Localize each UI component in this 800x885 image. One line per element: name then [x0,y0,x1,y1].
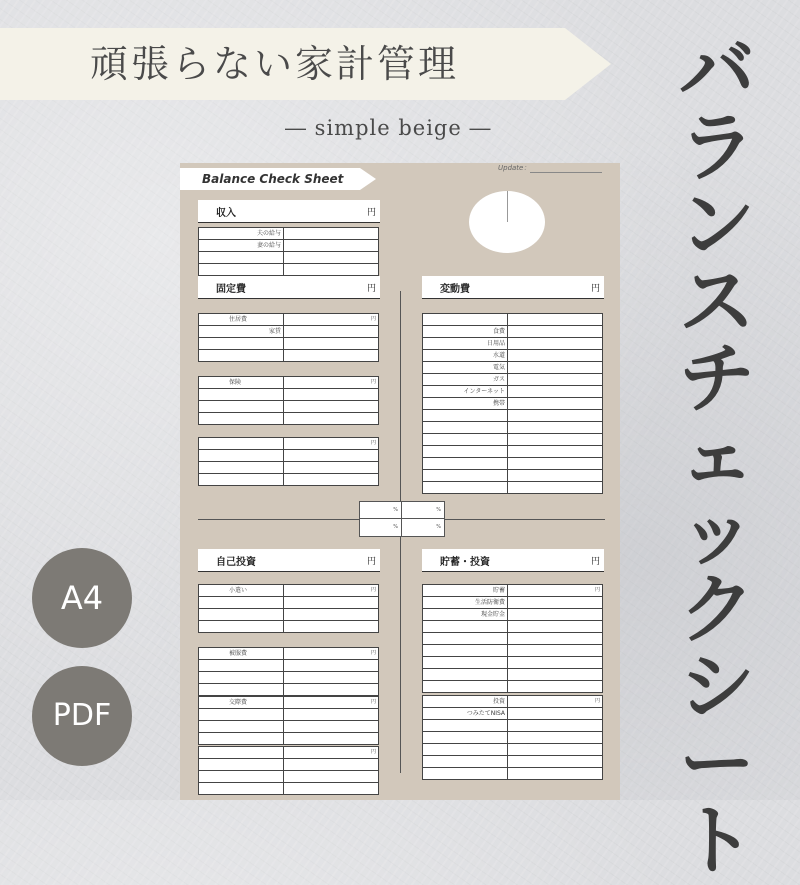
vertical-title-char: ラ [679,103,755,192]
table-row[interactable] [423,422,602,434]
row-label [423,645,508,656]
table-row[interactable] [199,597,378,609]
table-row[interactable] [423,720,602,732]
table-row[interactable] [423,350,602,362]
vertical-title-char: ェ [679,411,755,500]
balance-check-sheet [180,163,620,800]
row-label [423,633,508,644]
row-unit: 円 [370,587,376,593]
row-label [199,609,284,620]
ratio-cell[interactable]: % [436,524,441,530]
row-label: 貯蓄 [423,585,508,596]
table-row[interactable] [199,377,378,389]
row-unit: 円 [370,316,376,322]
table-row[interactable] [423,645,602,657]
row-label [199,672,284,683]
row-label [423,657,508,668]
vertical-title-char: ー [679,719,755,808]
table-row[interactable] [199,759,378,771]
table-row[interactable] [423,669,602,681]
row-label [199,413,284,424]
row-label [199,621,284,632]
row-label [199,709,284,720]
table-row[interactable] [199,771,378,783]
row-label [423,446,508,457]
format-badge: PDF [32,666,132,766]
section-label: 貯蓄・投資 [440,557,490,568]
row-unit: 円 [370,440,376,446]
table-row[interactable] [199,450,378,462]
table-row[interactable] [199,697,378,709]
table-row[interactable] [199,401,378,413]
table-row[interactable] [423,681,602,693]
row-label [423,744,508,755]
vertical-title-char: ス [679,257,755,346]
vertical-title [672,26,762,885]
row-label [423,482,508,493]
table-row[interactable] [199,252,378,264]
table-row[interactable] [423,744,602,756]
table-row[interactable] [199,413,378,425]
table-row[interactable] [199,660,378,672]
table-row[interactable] [423,482,602,494]
entry-table [198,227,379,276]
table-row[interactable] [423,470,602,482]
vertical-title-char: シ [679,642,755,731]
table-row[interactable] [423,386,602,398]
section-label: 固定費 [216,284,246,295]
row-label: つみたてNISA [423,708,508,719]
table-row[interactable] [423,657,602,669]
section-label: 変動費 [440,284,470,295]
row-label [199,462,284,473]
table-row[interactable] [199,338,378,350]
row-label: 食費 [423,326,508,337]
section-header-income [198,200,380,223]
entry-table [198,647,379,696]
row-label [423,470,508,481]
row-label [423,669,508,680]
table-row[interactable] [199,474,378,486]
table-row[interactable] [423,597,602,609]
row-label [423,681,508,692]
table-row[interactable] [199,733,378,745]
table-row[interactable] [199,621,378,633]
table-row[interactable] [423,609,602,621]
entry-table [422,695,603,780]
row-unit: 円 [594,587,600,593]
row-label [199,733,284,744]
table-row[interactable] [199,228,378,240]
table-row[interactable] [199,648,378,660]
row-label: 現金貯金 [423,609,508,620]
row-label [423,621,508,632]
section-unit: 円 [366,557,376,567]
row-label [423,732,508,743]
row-label [423,458,508,469]
vertical-title-char: ッ [679,488,755,577]
section-unit: 円 [590,284,600,294]
table-row[interactable] [199,389,378,401]
balance-pie-chart [469,191,545,253]
section-unit: 円 [590,557,600,567]
row-label: 水道 [423,350,508,361]
table-row[interactable] [423,446,602,458]
row-label [199,252,284,263]
row-label [423,410,508,421]
row-label: 携帯 [423,398,508,409]
table-row[interactable] [423,314,602,326]
subtitle: ― simple beige ― [285,116,492,140]
row-label: 夫の給与 [199,228,284,239]
entry-table [198,746,379,795]
row-label: 被服費 [199,648,284,659]
row-label: 生活防衛費 [423,597,508,608]
table-row[interactable] [199,709,378,721]
ratio-cell[interactable]: % [402,502,444,519]
row-unit: 円 [370,699,376,705]
row-label [199,771,284,782]
row-label [199,759,284,770]
table-row[interactable] [423,756,602,768]
table-row[interactable] [199,462,378,474]
row-label: 電気 [423,362,508,373]
table-row[interactable] [199,326,378,338]
row-label [423,720,508,731]
row-label: インターネット [423,386,508,397]
table-row[interactable] [423,708,602,720]
table-row[interactable] [423,732,602,744]
table-row[interactable] [423,768,602,780]
table-row[interactable] [423,458,602,470]
section-header-fixed [198,276,380,299]
row-label [199,350,284,361]
row-unit: 円 [370,379,376,385]
section-header-self-invest [198,549,380,572]
row-label [423,422,508,433]
table-row[interactable] [199,747,378,759]
row-label [199,597,284,608]
table-row[interactable] [423,434,602,446]
row-label: ガス [423,374,508,385]
row-label: 妻の給与 [199,240,284,251]
update-field-line[interactable] [530,172,602,173]
row-label [423,434,508,445]
row-label [199,401,284,412]
table-row[interactable] [199,264,378,276]
table-row[interactable] [199,314,378,326]
ratio-box [359,501,445,537]
table-row[interactable] [199,609,378,621]
table-row[interactable] [199,350,378,362]
row-label [423,314,508,325]
section-unit: 円 [366,284,376,294]
title-banner-arrow [565,28,611,100]
row-label: 交際費 [199,697,284,708]
table-row[interactable] [423,585,602,597]
entry-table [198,437,379,486]
entry-table [422,584,603,693]
entry-table [198,584,379,633]
table-row[interactable] [199,684,378,696]
quadrant-divider-right [443,519,605,520]
pie-divider [507,191,508,222]
page-title: 頑張らない家計管理 [90,42,460,86]
section-label: 収入 [216,208,236,219]
vertical-title-char: チ [679,334,755,423]
section-label: 自己投資 [216,557,256,568]
table-row[interactable] [423,696,602,708]
row-label [423,756,508,767]
row-label [199,438,284,449]
row-label: 投資 [423,696,508,707]
ratio-cell[interactable]: % [360,502,402,519]
entry-table [422,313,603,494]
row-label [199,450,284,461]
row-unit: 円 [370,650,376,656]
table-row[interactable] [199,438,378,450]
vertical-title-char: バ [679,26,755,115]
row-label [199,338,284,349]
table-row[interactable] [423,398,602,410]
quadrant-divider-left [198,519,359,520]
row-unit: 円 [594,698,600,704]
table-row[interactable] [199,240,378,252]
vertical-title-char: ト [679,796,755,885]
table-row[interactable] [423,362,602,374]
table-row[interactable] [199,721,378,733]
row-label [199,389,284,400]
row-label [199,660,284,671]
table-row[interactable] [199,672,378,684]
section-header-variable [422,276,604,299]
vertical-title-char: ン [679,180,755,269]
row-label [199,747,284,758]
section-unit: 円 [366,208,376,218]
table-row[interactable] [199,783,378,795]
row-label [423,768,508,779]
row-label: 保険 [199,377,284,388]
row-label: 小遣い [199,585,284,596]
sheet-title: Balance Check Sheet [202,172,344,186]
row-label [199,721,284,732]
sheet-title-tab-arrow [360,168,376,190]
table-row[interactable] [423,621,602,633]
table-row[interactable] [423,410,602,422]
row-label: 家賃 [199,326,284,337]
row-label [199,783,284,794]
row-label: 日用品 [423,338,508,349]
entry-table [198,313,379,362]
section-header-savings [422,549,604,572]
row-label [199,264,284,275]
entry-table [198,696,379,745]
table-row[interactable] [423,338,602,350]
table-row[interactable] [423,374,602,386]
row-label [199,684,284,695]
ratio-cell[interactable]: % [360,519,402,536]
table-row[interactable] [423,326,602,338]
vertical-title-char: ク [679,565,755,654]
table-row[interactable] [423,633,602,645]
table-row[interactable] [199,585,378,597]
row-label: 住居費 [199,314,284,325]
row-unit: 円 [370,749,376,755]
update-label: Update： [498,164,531,172]
entry-table [198,376,379,425]
size-badge: A4 [32,548,132,648]
row-label [199,474,284,485]
